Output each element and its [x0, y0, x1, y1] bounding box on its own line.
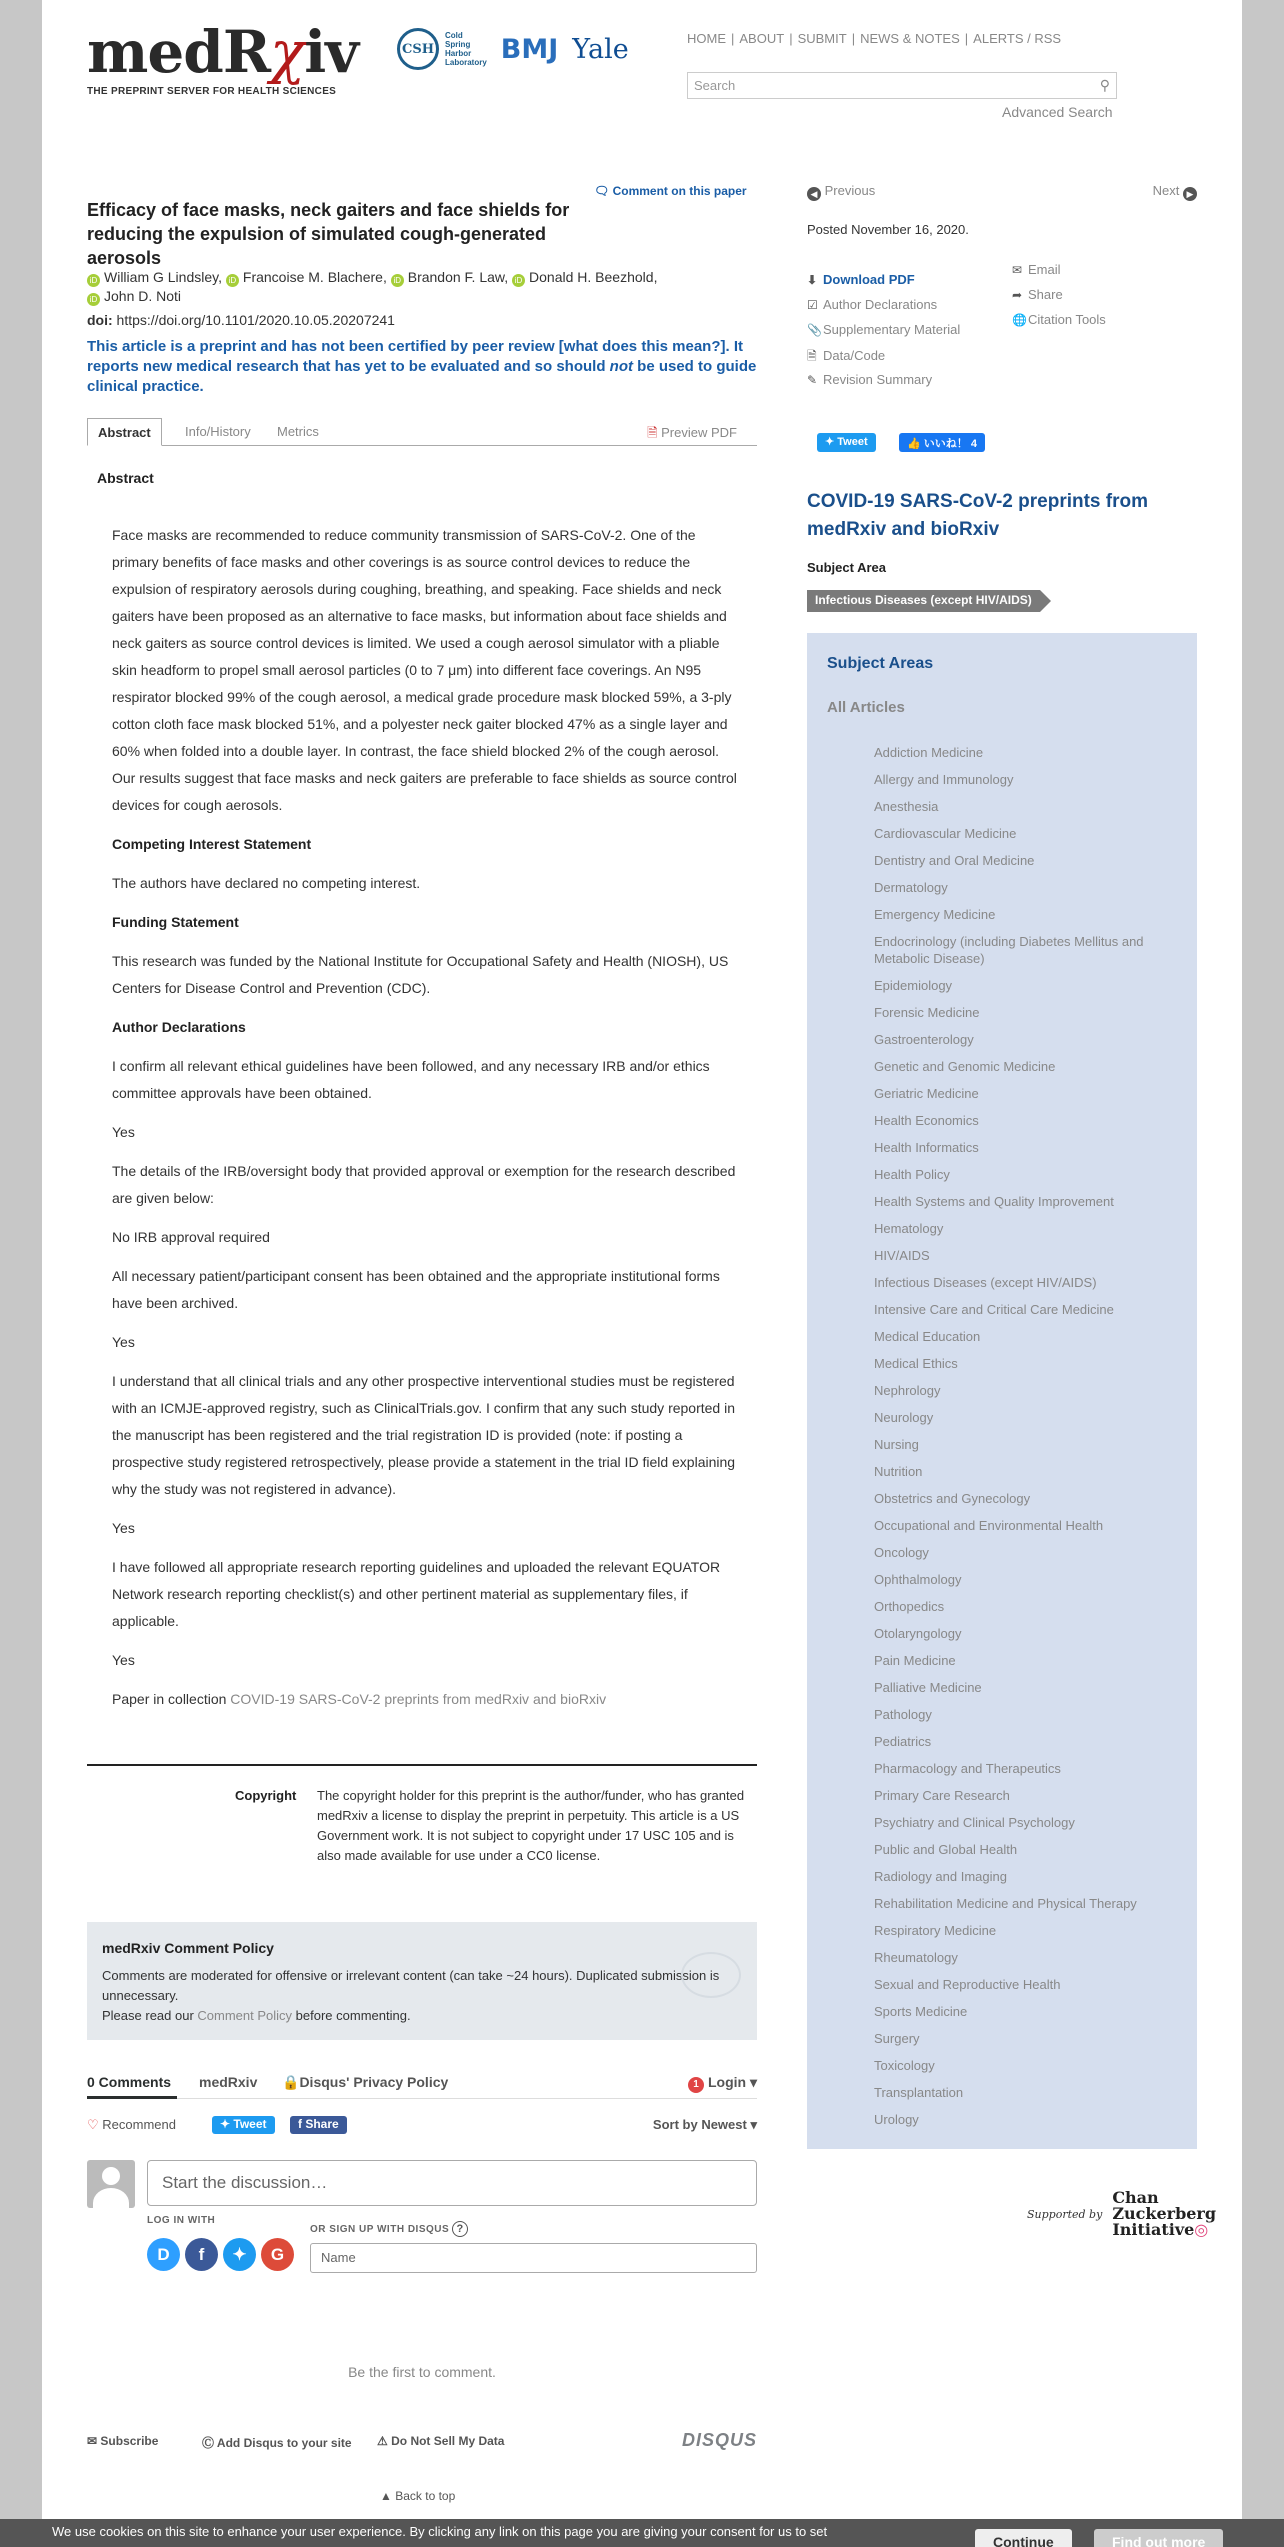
subject-area-item[interactable]: Toxicology [874, 2058, 935, 2073]
nav-submit[interactable]: SUBMIT [797, 31, 847, 46]
comments-count-tab[interactable]: 0 Comments [87, 2074, 172, 2090]
subscribe-link[interactable]: ✉ Subscribe [87, 2434, 159, 2448]
disqus-divider [87, 2098, 757, 2099]
subject-list [874, 739, 1174, 2133]
nav-home[interactable]: HOME [687, 31, 726, 46]
subject-area-item[interactable]: Medical Education [874, 1329, 981, 1344]
csh-text: Cold Spring Harbor Laboratory [445, 31, 487, 67]
policy-text: Comments are moderated for offensive or irrelevant content (can take ~24 hours). Duplicated submission is unnecessary. [102, 1968, 720, 2003]
bmj-logo[interactable]: BMJ [500, 33, 559, 65]
orcid-icon: iD [87, 274, 100, 287]
chevron-down-icon: ▾ [749, 2074, 757, 2090]
subject-area-item[interactable]: HIV/AIDS [874, 1248, 930, 1263]
subject-area-item[interactable]: Anesthesia [874, 799, 939, 814]
comment-policy-link[interactable]: Comment Policy [197, 2008, 293, 2023]
name-field[interactable]: Name [310, 2243, 757, 2273]
subject-area-item[interactable]: Pediatrics [874, 1734, 932, 1749]
subject-area-item[interactable]: Otolaryngology [874, 1626, 962, 1641]
csh-logo[interactable] [397, 28, 487, 70]
covid-collection-link[interactable]: COVID-19 SARS-CoV-2 preprints from medRxiv and bioRxiv [807, 491, 1148, 540]
heart-icon: ♡ [87, 2117, 99, 2132]
facebook-like-button[interactable]: 👍 いいね！ 4 [899, 433, 985, 452]
active-tab-indicator [87, 2096, 177, 2099]
share-icon: ➦ [1012, 288, 1023, 302]
declarations-heading: Author Declarations [112, 1019, 246, 1035]
google-login-icon[interactable]: G [261, 2238, 294, 2271]
funding-heading: Funding Statement [112, 914, 239, 930]
subject-area-item[interactable]: Forensic Medicine [874, 1005, 980, 1020]
next-link[interactable]: Next ▶ [1153, 183, 1197, 201]
subject-area-item[interactable]: Intensive Care and Critical Care Medicine [874, 1302, 1114, 1317]
arrow-left-icon: ◀ [807, 187, 821, 201]
search-input[interactable] [687, 72, 1117, 99]
declaration-answer: Yes [112, 1652, 135, 1668]
subject-area-item[interactable]: Neurology [874, 1410, 934, 1425]
advanced-search-link[interactable]: Advanced Search [1002, 104, 1113, 120]
author[interactable]: iD Donald H. Beezhold, [512, 269, 657, 285]
find-out-more-button[interactable]: Find out more [1094, 2529, 1223, 2547]
twitter-icon: ✦ [825, 436, 838, 448]
subject-area-item[interactable]: Health Policy [874, 1167, 950, 1182]
author-declarations-link[interactable]: ☑ Author Declarations [807, 297, 938, 312]
nav-news[interactable]: NEWS & NOTES [860, 31, 960, 46]
download-icon: ⬇ [807, 273, 818, 287]
czi-logo[interactable] [1027, 2190, 1216, 2238]
subject-area-item[interactable]: Obstetrics and Gynecology [874, 1491, 1031, 1506]
declaration-answer: Yes [112, 1520, 135, 1536]
subject-area-item[interactable]: Genetic and Genomic Medicine [874, 1059, 1056, 1074]
czi-name: Chan Zuckerberg Initiative◎ [1112, 2188, 1217, 2239]
search-placeholder: Search [694, 78, 736, 93]
subject-area-item[interactable]: Radiology and Imaging [874, 1869, 1007, 1884]
facebook-icon: f [298, 2117, 306, 2131]
envelope-icon: ✉ [87, 2434, 98, 2448]
policy-title: medRxiv Comment Policy [102, 1940, 274, 1956]
notification-badge: 1 [688, 2077, 704, 2093]
funding-text: This research was funded by the National Institute for Occupational Safety and Health (NIOSH), US Centers for Disease Control and Prevention (CDC). [112, 953, 729, 996]
comment-input[interactable]: Start the discussion… [147, 2160, 757, 2206]
subject-areas-title: Subject Areas [827, 655, 934, 672]
subject-area-item[interactable]: Sports Medicine [874, 2004, 968, 2019]
email-link[interactable]: ✉ Email [1012, 262, 1061, 277]
subject-area-item[interactable]: Rehabilitation Medicine and Physical Therapy [874, 1896, 1137, 1911]
subject-area-item[interactable]: Emergency Medicine [874, 907, 996, 922]
declaration-answer: Yes [112, 1334, 135, 1350]
subject-area-item[interactable]: Nutrition [874, 1464, 923, 1479]
abstract-body [112, 522, 737, 1725]
preview-pdf-link[interactable]: 🗎 Preview PDF [647, 425, 737, 440]
top-nav: HOME | ABOUT | SUBMIT | NEWS & NOTES | ALERTS / RSS [687, 31, 1062, 46]
facebook-login-icon[interactable]: f [185, 2238, 218, 2271]
declaration-text: All necessary patient/participant consent has been obtained and the appropriate institutional forms have been archived. [112, 1268, 720, 1311]
competing-heading: Competing Interest Statement [112, 836, 312, 852]
collection-link[interactable]: COVID-19 SARS-CoV-2 preprints from medRxiv and bioRxiv [230, 1691, 607, 1707]
doi: doi: https://doi.org/10.1101/2020.10.05.20207241 [87, 312, 395, 328]
author[interactable]: iD John D. Noti [87, 288, 181, 304]
continue-button[interactable]: Continue [975, 2529, 1072, 2547]
social-login [147, 2238, 294, 2271]
nav-about[interactable]: ABOUT [739, 31, 785, 46]
twitter-icon: ✦ [220, 2117, 234, 2131]
twitter-login-icon[interactable]: ✦ [223, 2238, 256, 2271]
nav-alerts[interactable]: ALERTS / RSS [973, 31, 1062, 46]
tab-abstract[interactable]: Abstract [87, 418, 162, 446]
share-link[interactable]: ➦ Share [1012, 287, 1063, 302]
orcid-icon: iD [87, 293, 100, 306]
subject-area-item[interactable]: Medical Ethics [874, 1356, 958, 1371]
citation-tools-link[interactable]: 🌐Citation Tools [1012, 312, 1106, 327]
subject-area-item[interactable]: Epidemiology [874, 978, 953, 993]
competing-text: The authors have declared no competing interest. [112, 875, 421, 891]
author-list [87, 268, 727, 306]
subject-area-item[interactable]: Ophthalmology [874, 1572, 962, 1587]
subject-area-item[interactable]: Dentistry and Oral Medicine [874, 853, 1035, 868]
page [42, 0, 1242, 2547]
share-button[interactable]: f Share [290, 2116, 347, 2134]
medrxiv-logo[interactable] [87, 18, 358, 97]
warning-icon: ⚠ [377, 2434, 388, 2448]
subject-area-item[interactable]: Health Systems and Quality Improvement [874, 1194, 1114, 1209]
lock-icon: 🔒 [282, 2074, 300, 2090]
recommend-button[interactable]: ♡ Recommend [87, 2117, 176, 2132]
subject-area-item[interactable]: Sexual and Reproductive Health [874, 1977, 1061, 1992]
or-sign-up-label: OR SIGN UP WITH DISQUS ? [310, 2221, 468, 2237]
file-icon: 🗎 [807, 349, 817, 363]
subject-area-item[interactable]: Pain Medicine [874, 1653, 956, 1668]
log-in-with-label: LOG IN WITH [147, 2215, 216, 2226]
prev-next-nav [807, 183, 1197, 201]
subject-area-item[interactable]: Pharmacology and Therapeutics [874, 1761, 1061, 1776]
subject-area-item[interactable]: Psychiatry and Clinical Psychology [874, 1815, 1075, 1830]
search-icon[interactable]: ⚲ [1099, 77, 1110, 93]
speech-bubble-icon [681, 1952, 741, 1998]
do-not-sell-link[interactable]: ⚠ Do Not Sell My Data [377, 2434, 505, 2448]
copyright-text: The copyright holder for this preprint is the author/funder, who has granted medRxiv a license to display the preprint in perpetuity. This article is a US Government work. It is not subject to copyright under 17 USC 105 and is also made available for use under a CC0 license. [317, 1788, 745, 1863]
doi-link[interactable]: https://doi.org/10.1101/2020.10.05.20207241 [116, 312, 395, 328]
orcid-icon: iD [391, 274, 404, 287]
disqus-logo[interactable]: DISQUS [681, 2430, 757, 2450]
paperclip-icon: 📎 [807, 323, 822, 337]
policy-read: Please read our Comment Policy before commenting. [102, 2008, 411, 2023]
disqus-login-icon[interactable]: D [147, 2238, 180, 2271]
divider [87, 1764, 757, 1766]
envelope-icon: ✉ [1012, 263, 1023, 277]
csh-mark: CSH [397, 28, 439, 70]
help-icon[interactable]: ? [452, 2221, 468, 2237]
empty-comments-message: Be the first to comment. [348, 2364, 496, 2380]
copyright-label: Copyright [235, 1788, 297, 1803]
subject-area-item[interactable]: Gastroenterology [874, 1032, 974, 1047]
edit-icon: ✎ [807, 373, 818, 387]
declaration-text: I confirm all relevant ethical guidelines have been followed, and any necessary IRB and/or ethics committee approvals have been obtained. [112, 1058, 710, 1101]
cookie-text: We use cookies on this site to enhance your user experience. By clicking any link on this page you are giving your consent for us to set [52, 2524, 828, 2539]
subject-area-item[interactable]: Occupational and Environmental Health [874, 1518, 1104, 1533]
pdf-icon: 🗎 [647, 425, 658, 440]
checkbox-icon: ☑ [807, 298, 818, 312]
chevron-down-icon: ▾ [750, 2117, 757, 2132]
subject-area-item[interactable]: Pathology [874, 1707, 932, 1722]
partner-logos [397, 28, 629, 70]
article-tabs [87, 418, 757, 446]
collection-line: Paper in collection COVID-19 SARS-CoV-2 preprints from medRxiv and bioRxiv [112, 1691, 607, 1707]
sort-dropdown[interactable]: Sort by Newest ▾ [652, 2117, 757, 2132]
subject-area-item[interactable]: Urology [874, 2112, 919, 2127]
subject-area-item[interactable]: Oncology [874, 1545, 929, 1560]
orcid-icon: iD [226, 274, 239, 287]
data-code-link[interactable]: 🗎 Data/Code [807, 347, 885, 368]
subject-areas-panel [807, 633, 1197, 2149]
disqus-icon: Ⓒ [202, 2436, 215, 2450]
subject-area-item[interactable]: Nephrology [874, 1383, 941, 1398]
subject-area-item[interactable]: Allergy and Immunology [874, 772, 1014, 787]
subject-area-item[interactable]: Health Informatics [874, 1140, 979, 1155]
declaration-text: I have followed all appropriate research reporting guidelines and uploaded the relevant EQUATOR Network research reporting checklist(s) and other pertinent material as supplementary files, if applicable. [112, 1559, 721, 1629]
declaration-text: The details of the IRB/oversight body that provided approval or exemption for the research described are given below: [112, 1163, 736, 1206]
subject-area-item[interactable]: Public and Global Health [874, 1842, 1018, 1857]
supported-by-label: Supported by [1027, 2207, 1103, 2221]
add-disqus-link[interactable]: Ⓒ Add Disqus to your site [202, 2436, 352, 2450]
privacy-policy-link[interactable]: 🔒Disqus' Privacy Policy [282, 2074, 449, 2090]
preprint-warning: This article is a preprint and has not been certified by peer review [what does this mean?]. It reports new medical research that has yet to be evaluated and so should not be used to guide clinical practice. [87, 338, 757, 395]
subject-area-item[interactable]: Hematology [874, 1221, 944, 1236]
subject-area-item[interactable]: Surgery [874, 2031, 920, 2046]
thumbs-up-icon: 👍 [907, 438, 924, 450]
avatar [87, 2160, 135, 2208]
declaration-answer: Yes [112, 1124, 135, 1140]
subject-area-item[interactable]: Endocrinology (including Diabetes Mellitus and Metabolic Disease) [874, 934, 1144, 966]
tweet-button[interactable]: ✦ Tweet [817, 433, 876, 452]
abstract-heading: Abstract [97, 470, 154, 486]
orcid-icon: iD [512, 274, 525, 287]
arrow-right-icon: ▶ [1183, 187, 1197, 201]
comment-policy [87, 1922, 757, 2040]
tab-info-history[interactable]: Info/History [185, 424, 251, 439]
revision-summary-link[interactable]: ✎ Revision Summary [807, 372, 933, 387]
abstract-text: Face masks are recommended to reduce community transmission of SARS-CoV-2. One of the primary benefits of face masks and other coverings is as source control devices to reduce the expulsion of respiratory aerosols during coughing, breathing, and speaking. Face shields and neck gaiters have been proposed as an alternative to face masks, but information about face shields and neck gaiters as source control devices is limited. We used a cough aerosol simulator with a pliable skin headform to propel small aerosol particles (0 to 7 μm) into different face coverings. An N95 respirator blocked 99% of the cough aerosol, a medical grade procedure mask blocked 59%, a 3-ply cotton cloth face mask blocked 51%, and a polyester neck gaiter blocked 47% as a single layer and 60% when folded into a double layer. In contrast, the face shield blocked 2% of the cough aerosol. Our results suggest that face masks and neck gaiters are preferable to face shields as source control devices for cough aerosols. [112, 527, 737, 813]
subject-area-item[interactable]: Transplantation [874, 2085, 964, 2100]
globe-icon: 🌐 [1012, 313, 1027, 327]
download-pdf-link[interactable]: ⬇ Download PDF [807, 272, 915, 287]
subject-area-item[interactable]: Dermatology [874, 880, 948, 895]
logo-wordmark: medRχiv [87, 18, 358, 86]
subject-area-item[interactable]: Geriatric Medicine [874, 1086, 979, 1101]
tab-metrics[interactable]: Metrics [277, 424, 319, 439]
all-articles-link[interactable]: All Articles [827, 699, 905, 716]
subject-area-item[interactable]: Respiratory Medicine [874, 1923, 997, 1938]
subject-area-item[interactable]: Nursing [874, 1437, 919, 1452]
previous-link[interactable]: ◀ Previous [807, 183, 875, 198]
author[interactable]: iD Brandon F. Law, [391, 269, 512, 285]
subject-area-item[interactable]: Rheumatology [874, 1950, 958, 1965]
yale-logo[interactable]: Yale [572, 33, 629, 65]
declaration-answer: No IRB approval required [112, 1229, 270, 1245]
subject-area-item[interactable]: Addiction Medicine [874, 745, 984, 760]
comment-icon: 🗨 [594, 184, 613, 198]
login-button[interactable]: 1 Login ▾ [688, 2074, 757, 2093]
author[interactable]: iD Francoise M. Blachere, [226, 269, 391, 285]
community-tab[interactable]: medRxiv [199, 2074, 258, 2090]
subject-area-item[interactable]: Health Economics [874, 1113, 979, 1128]
subject-area-item[interactable]: Primary Care Research [874, 1788, 1010, 1803]
subject-area-item[interactable]: Infectious Diseases (except HIV/AIDS) [874, 1275, 1097, 1290]
cookie-banner [0, 2519, 1284, 2547]
chevron-up-icon: ▲ [380, 2489, 396, 2503]
subject-area-item[interactable]: Palliative Medicine [874, 1680, 982, 1695]
subject-tag[interactable]: Infectious Diseases (except HIV/AIDS) [807, 590, 1040, 612]
declaration-text: I understand that all clinical trials and any other prospective interventional studies must be registered with an ICMJE-approved registry, such as ClinicalTrials.gov. I confirm that any such study reported in the manuscript has been registered and the trial registration ID is provided (note: if posting a prospective study registered retrospectively, please provide a statement in the trial ID field explaining why the study was not registered in advance). [112, 1373, 736, 1497]
posted-date: Posted November 16, 2020. [807, 222, 969, 237]
back-to-top-link[interactable]: ▲ Back to top [380, 2489, 456, 2503]
comment-on-paper-link[interactable]: 🗨 Comment on this paper [594, 184, 747, 198]
subject-area-item[interactable]: Orthopedics [874, 1599, 945, 1614]
tweet-button[interactable]: ✦ Tweet [212, 2116, 275, 2134]
subject-area-label: Subject Area [807, 560, 886, 575]
article-title: Efficacy of face masks, neck gaiters and face shields for reducing the expulsion of simulated cough-generated aerosols [87, 200, 570, 268]
logo-tagline: THE PREPRINT SERVER FOR HEALTH SCIENCES [87, 86, 337, 97]
supplementary-link[interactable]: 📎Supplementary Material [807, 322, 961, 337]
author[interactable]: iD William G Lindsley, [87, 269, 226, 285]
subject-area-item[interactable]: Cardiovascular Medicine [874, 826, 1017, 841]
